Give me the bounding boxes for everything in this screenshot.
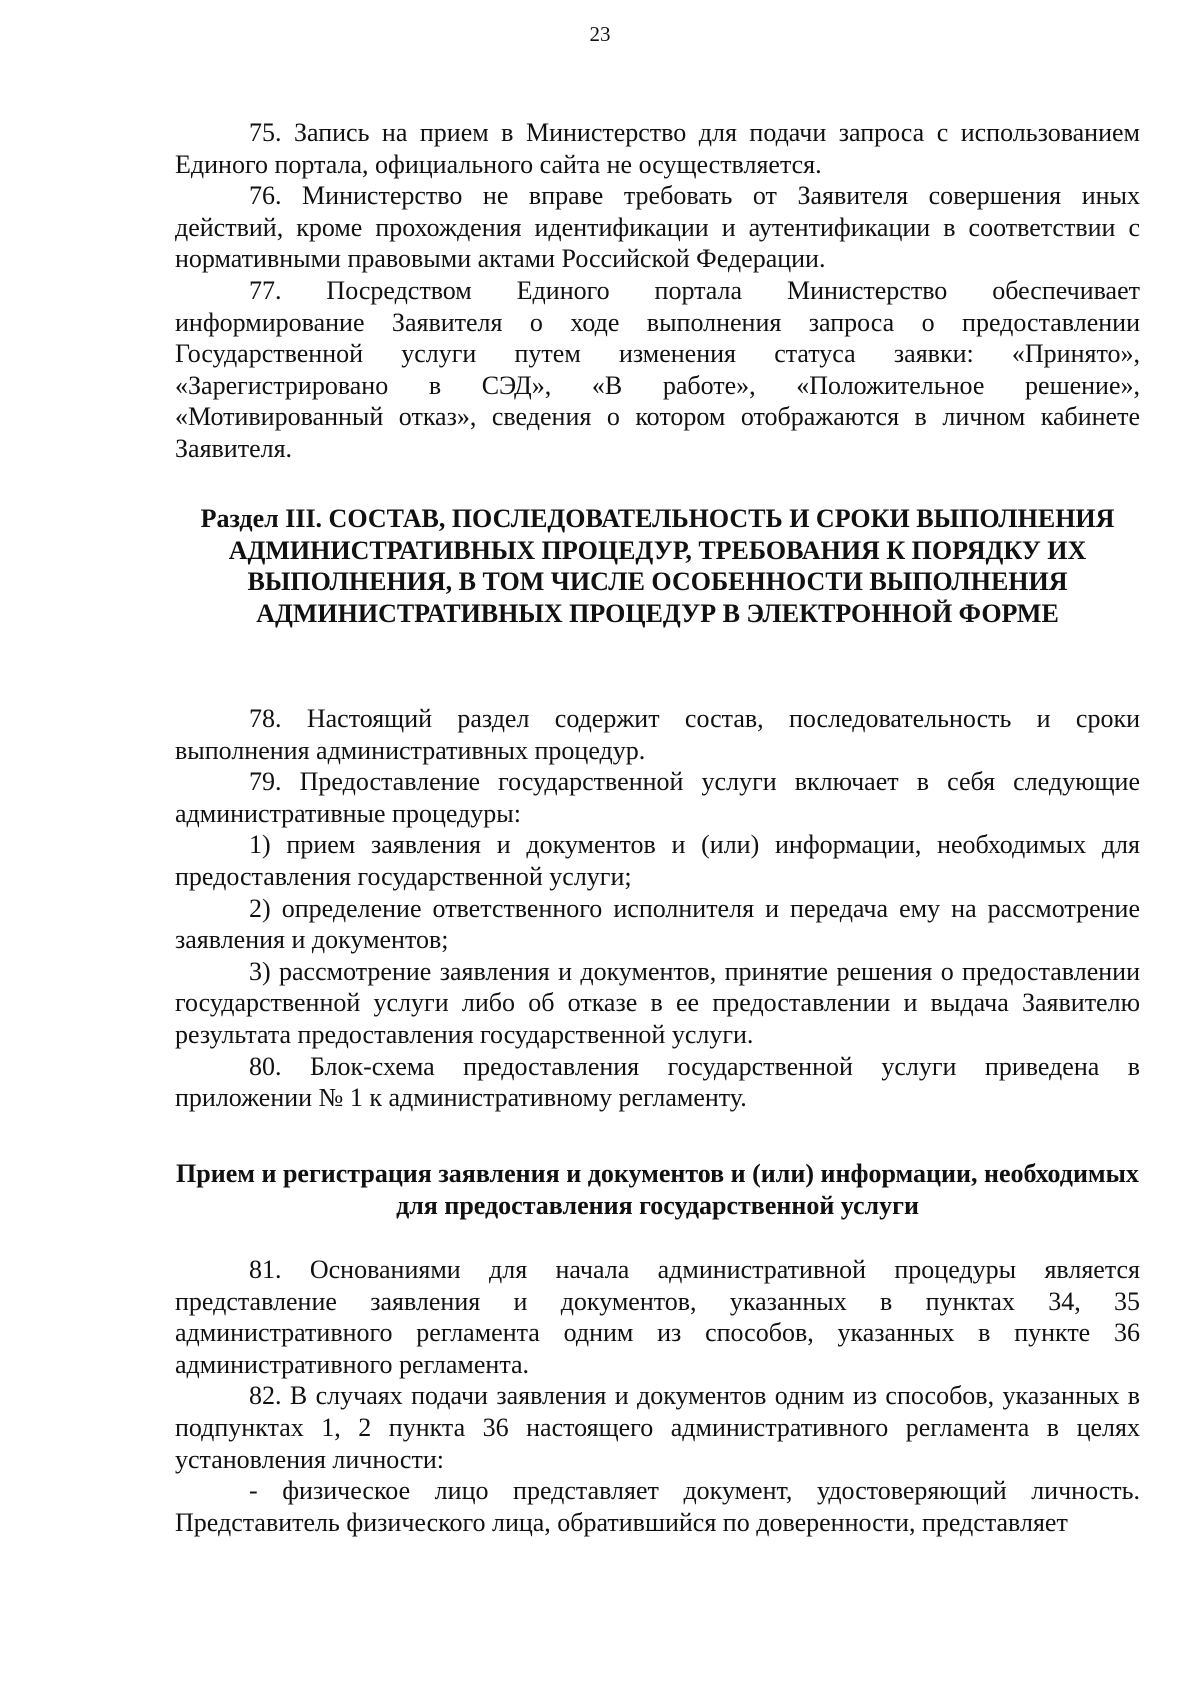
section-heading: Раздел III. СОСТАВ, ПОСЛЕДОВАТЕЛЬНОСТЬ И СРОКИ ВЫПОЛНЕНИЯ АДМИНИСТРАТИВНЫХ ПРОЦЕДУР, ТРЕБОВАНИЯ К ПОРЯДКУ ИХ ВЫПОЛНЕНИЯ, В ТОМ ЧИСЛЕ ОСОБЕННОСТИ ВЫПОЛНЕНИЯ АДМИНИСТРАТИВНЫХ ПРОЦЕДУР В ЭЛЕКТРОННОЙ ФОРМЕ <box>200 504 1115 628</box>
paragraphs-bottom <box>175 1254 1140 1538</box>
page-number: 23 <box>589 22 611 46</box>
paragraph-75: 75. Запись на прием в Министерство для подачи запроса с использованием Единого портала, официального сайта не осуществляется. <box>175 118 1140 179</box>
paragraphs-top <box>175 117 1140 465</box>
list-item-2: 2) определение ответственного исполнителя и передача ему на рассмотрение заявления и документов; <box>175 893 1140 955</box>
paragraph-78: 78. Настоящий раздел содержит состав, последовательность и сроки выполнения административных процедур. <box>175 704 1140 765</box>
paragraph-77: 77. Посредством Единого портала Министерство обеспечивает информирование Заявителя о ходе выполнения запроса о предоставлении Государственной услуги путем изменения статуса заявки: «Принято», «Зарегистрировано в СЭД», «В работе», «Положительное решение», «Мотивированный отказ», сведения о котором отображаются в личном кабинете Заявителя. <box>175 275 1140 463</box>
paragraph-79: 79. Предоставление государственной услуги включает в себя следующие административные процедуры: <box>175 767 1140 828</box>
section-heading-block <box>175 503 1140 629</box>
list-item-3: 3) рассмотрение заявления и документов, принятие решения о предоставлении государственной услуги либо об отказе в ее предоставлении и выдача Заявителю результата предоставления государственной услуги. <box>175 956 1140 1049</box>
subsection-heading: Прием и регистрация заявления и документов и (или) информации, необходимых для предоставления государственной услуги <box>176 1159 1139 1220</box>
paragraph-82: 82. В случаях подачи заявления и документов одним из способов, указанных в подпунктах 1, 2 пункта 36 настоящего административного регламента в целях установления личности: <box>175 1381 1140 1474</box>
paragraph-80: 80. Блок-схема предоставления государственной услуги приведена в приложении № 1 к административному регламенту. <box>175 1051 1140 1113</box>
paragraph-81: 81. Основаниями для начала административной процедуры является представление заявления и документов, указанных в пунктах 34, 35 административного регламента одним из способов, указанных в пункте 36 административного регламента. <box>175 1255 1140 1379</box>
list-item-1: 1) прием заявления и документов и (или) информации, необходимых для предоставления государственной услуги; <box>175 830 1140 891</box>
subsection-heading-block <box>175 1158 1140 1221</box>
paragraphs-middle <box>175 703 1140 1114</box>
bullet-item: - физическое лицо представляет документ, удостоверяющий личность. Представитель физического лица, обратившийся по доверенности, представляет <box>175 1476 1140 1537</box>
paragraph-76: 76. Министерство не вправе требовать от Заявителя совершения иных действий, кроме прохождения идентификации и аутентификации в соответствии с нормативными правовыми актами Российской Федерации. <box>175 181 1140 274</box>
